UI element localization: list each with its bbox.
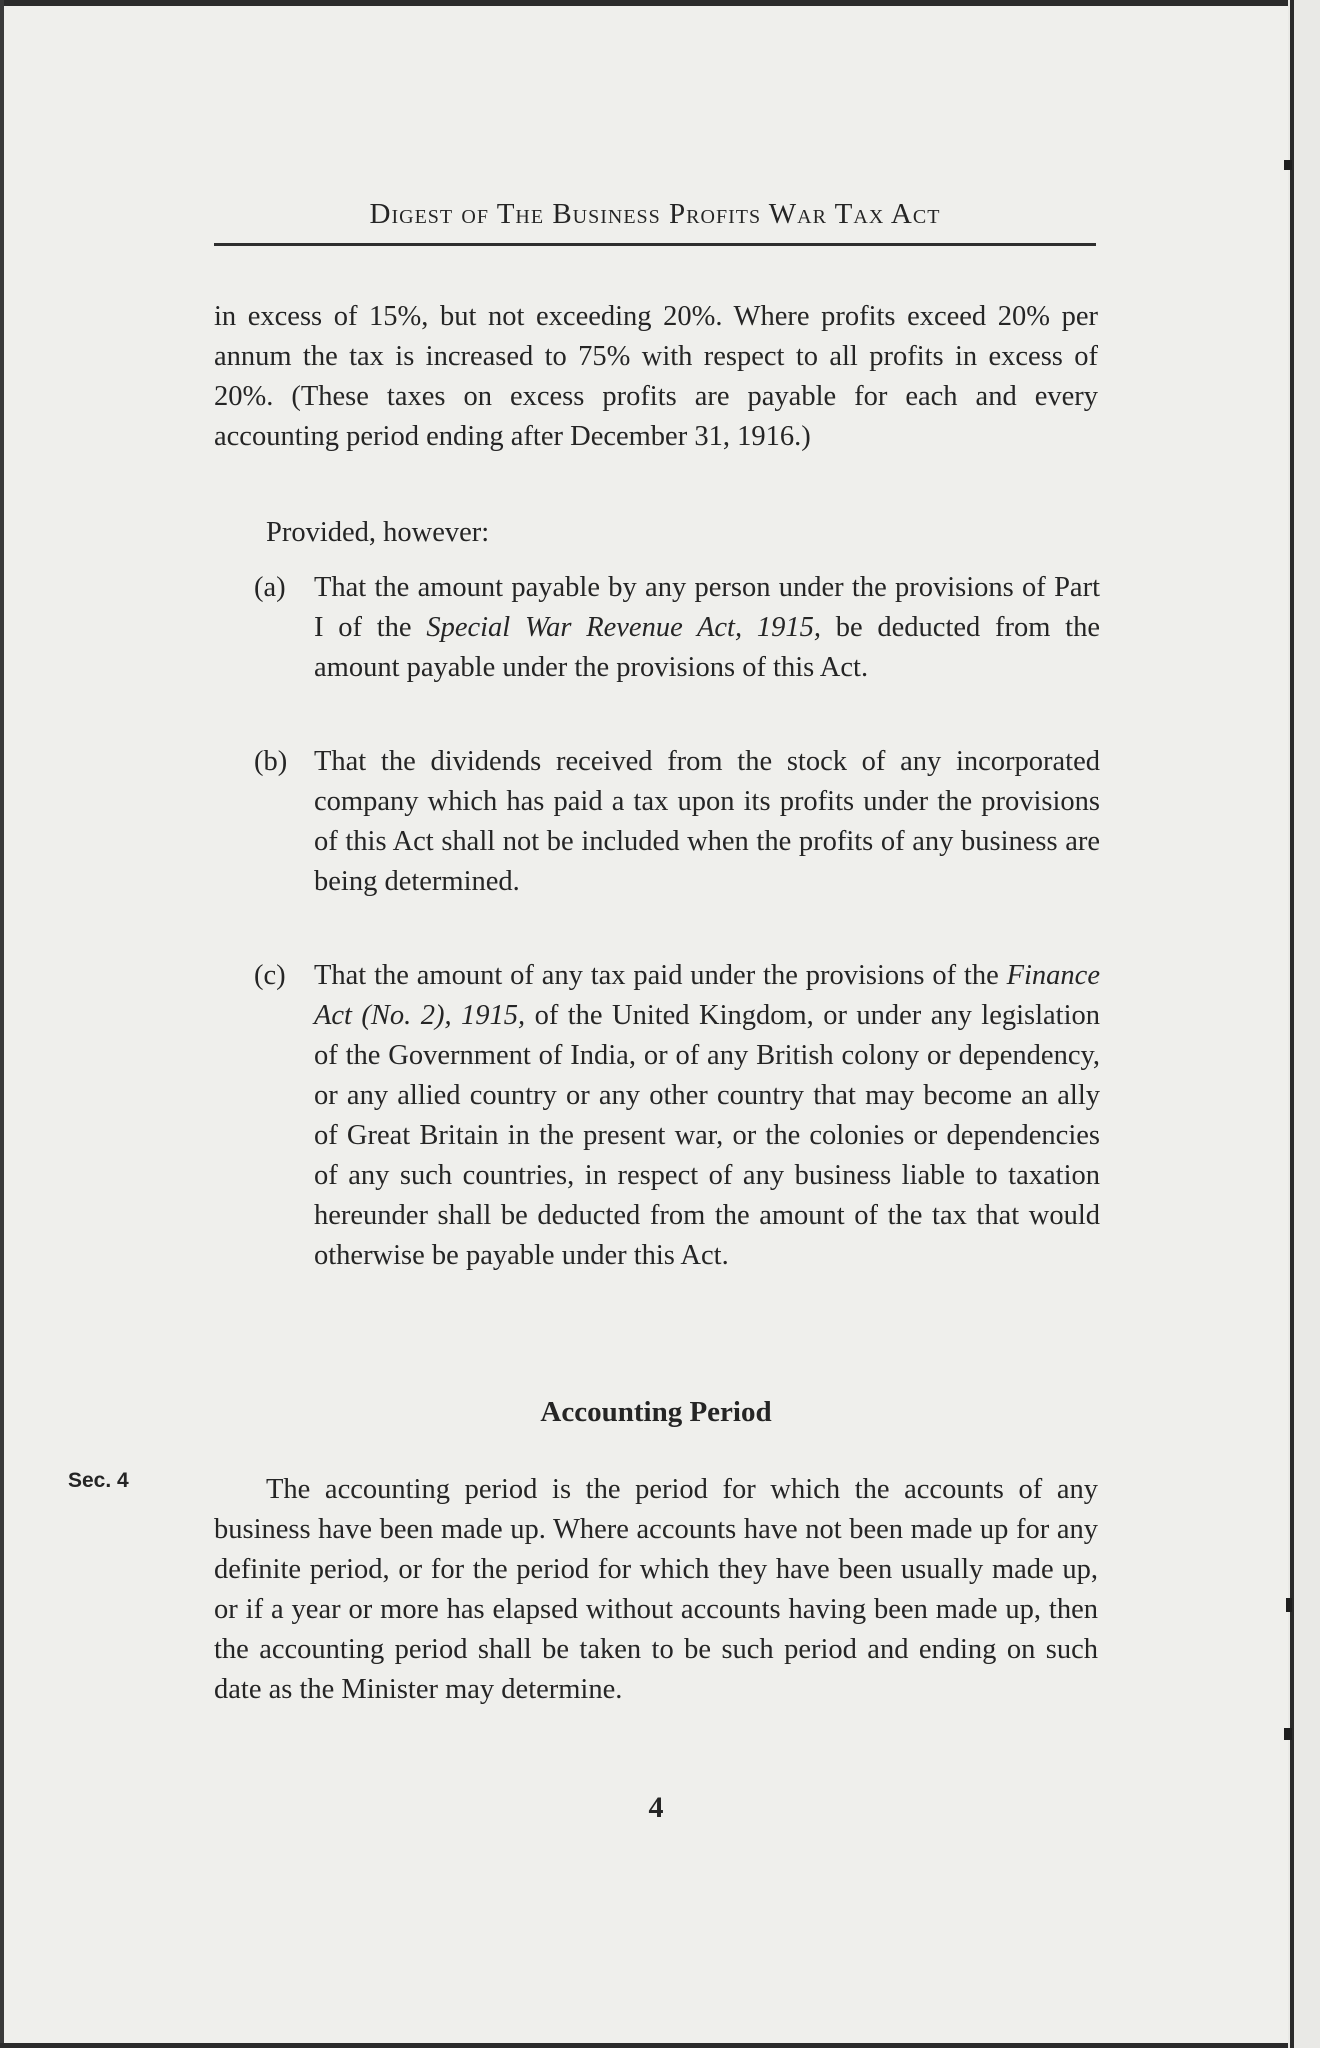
act-title: Finance Act (No. 2), 1915, bbox=[314, 960, 1100, 1031]
clause-body bbox=[314, 568, 1100, 688]
clause-text: of the United Kingdom, or under any legislation of the Government of India, or of any British colony or dependency, or any allied country or any other country that may become an ally of Great Britain in the present war, or the colonies or dependencies of any such countries, in respect of any business liable to taxation hereunder shall be deducted from the amount of the tax that would otherwise be payable under this Act. bbox=[314, 1000, 1101, 1271]
page-number: 4 bbox=[648, 1791, 664, 1824]
clause-c bbox=[254, 956, 1100, 1276]
act-title: Special War Revenue Act, 1915, bbox=[426, 612, 821, 643]
accounting-paragraph: The accounting period is the period for which the accounts of any business have been made up. Where accounts have not been made up for any definite period, or for the period for which they have been usually made up, or if a year or more has elapsed without accounts having been made up, then the accounting period shall be taken to be such period and ending on such date as the Minister may determine. bbox=[214, 1474, 1098, 1705]
running-head: Digest of The Business Profits War Tax Act bbox=[369, 198, 941, 230]
clause-text: That the amount payable by any person under the provisions of Part I of the bbox=[314, 572, 1100, 643]
margin-note-section: Sec. 4 bbox=[68, 1469, 129, 1492]
clause-text: be deducted from the amount payable under the provisions of this Act. bbox=[314, 612, 1100, 683]
clause-text: That the amount of any tax paid under the provisions of the bbox=[314, 960, 1007, 991]
clause-b bbox=[254, 742, 1100, 902]
clause-a bbox=[254, 568, 1100, 688]
scan-right-edge-line bbox=[1290, 0, 1294, 2048]
clause-body bbox=[314, 956, 1100, 1276]
header-rule bbox=[214, 243, 1096, 246]
intro-paragraph: in excess of 15%, but not exceeding 20%. Where profits exceed 20% per annum the tax is increased to 75% with respect to all profits in excess of 20%. (These taxes on excess profits are payable for each and every accounting period ending after December 31, 1916.) bbox=[214, 301, 1098, 452]
clause-label: (c) bbox=[254, 960, 286, 991]
provided-line: Provided, however: bbox=[266, 517, 490, 548]
clause-label: (b) bbox=[254, 746, 288, 777]
clause-label: (a) bbox=[254, 572, 286, 603]
clause-body: That the dividends received from the stock of any incorporated company which has paid a tax upon its profits under the provisions of this Act shall not be included when the profits of any business are being determined. bbox=[314, 746, 1100, 897]
section-heading: Accounting Period bbox=[540, 1396, 772, 1428]
